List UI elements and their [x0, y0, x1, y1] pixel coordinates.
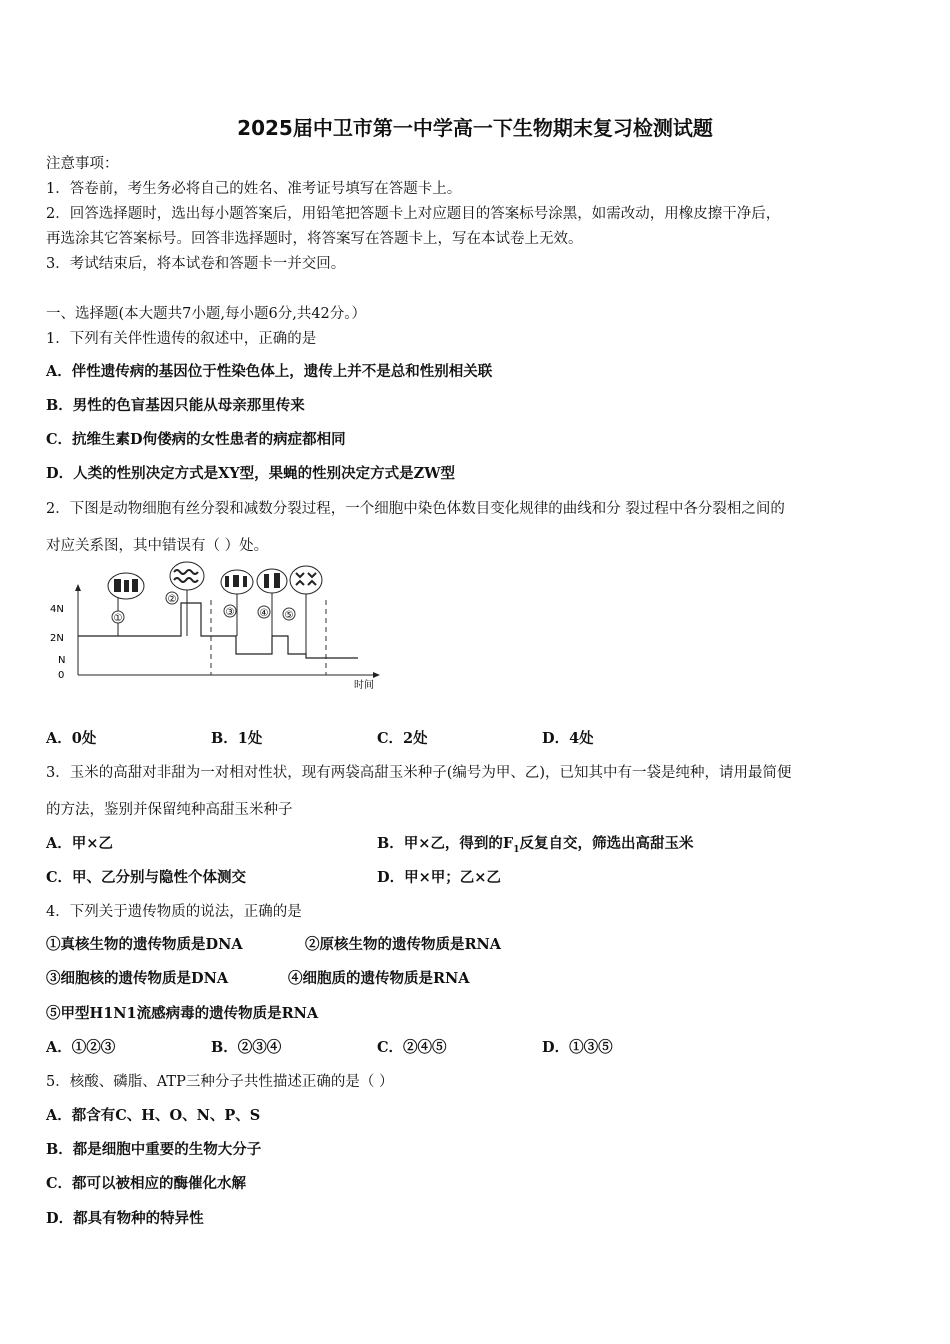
chromosome-curve-figure [46, 560, 396, 700]
q3-option-d: D．甲×甲；乙×乙 [377, 869, 501, 886]
q2-option-d: D．4处 [542, 730, 594, 747]
question-2-stem: 2．下图是动物细胞有丝分裂和减数分裂过程，一个细胞中染色体数目变化规律的曲线和分 裂过程中各分裂相之间的 [46, 501, 785, 517]
q4-statement: ⑤甲型H1N1流感病毒的遗传物质是RNA [46, 1005, 319, 1022]
notice-item: 再选涂其它答案标号。回答非选择题时，将答案写在答题卡上，写在本试卷上无效。 [46, 231, 583, 247]
question-3-stem: 3．玉米的高甜对非甜为一对相对性状，现有两袋高甜玉米种子(编号为甲、乙)，已知其中有一袋是纯种，请用最简便 [46, 765, 792, 781]
y-tick-2n: 2N [50, 633, 64, 644]
section-heading: 一、选择题(本大题共7小题,每小题6分,共42分。） [46, 306, 367, 322]
question-1-stem: 1．下列有关伴性遗传的叙述中，正确的是 [46, 331, 317, 347]
y-tick-4n: 4N [50, 604, 64, 615]
question-2-stem-cont: 对应关系图，其中错误有（ ）处。 [46, 538, 269, 554]
q3-option-c: C．甲、乙分别与隐性个体测交 [46, 869, 247, 886]
q5-option-d: D．都具有物种的特异性 [46, 1210, 204, 1227]
q4-option-c: C．②④⑤ [377, 1039, 447, 1056]
notice-item: 1．答卷前，考生务必将自己的姓名、准考证号填写在答题卡上。 [46, 181, 462, 197]
y-tick-0: 0 [58, 670, 65, 681]
q2-option-a: A．0处 [46, 730, 97, 747]
notice-item: 2．回答选择题时，选出每小题答案后，用铅笔把答题卡上对应题目的答案标号涂黑，如需改动，用橡皮擦干净后， [46, 206, 781, 222]
marker-1: ① [113, 613, 123, 624]
marker-4: ④ [259, 608, 269, 619]
x-axis-label: 时间 [354, 680, 374, 691]
q1-option-a: A．伴性遗传病的基因位于性染色体上，遗传上并不是总和性别相关联 [46, 363, 493, 380]
q4-option-d: D．①③⑤ [542, 1039, 613, 1056]
cell-5 [290, 566, 322, 594]
marker-5: ⑤ [284, 610, 294, 621]
notice-heading: 注意事项： [46, 156, 119, 172]
question-5-stem: 5．核酸、磷脂、ATP三种分子共性描述正确的是（ ） [46, 1074, 394, 1090]
q2-option-b: B．1处 [211, 730, 263, 747]
q1-option-c: C．抗维生素D佝偻病的女性患者的病症都相同 [46, 431, 346, 448]
q1-option-b: B．男性的色盲基因只能从母亲那里传来 [46, 397, 305, 414]
q4-statement: ②原核生物的遗传物质是RNA [305, 936, 502, 953]
marker-3: ③ [225, 607, 235, 618]
q5-option-b: B．都是细胞中重要的生物大分子 [46, 1141, 262, 1158]
q4-statement: ①真核生物的遗传物质是DNA [46, 936, 243, 953]
q4-option-b: B．②③④ [211, 1039, 282, 1056]
q5-option-a: A．都含有C、H、O、N、P、S [46, 1107, 261, 1124]
q1-option-d: D．人类的性别决定方式是XY型，果蝇的性别决定方式是ZW型 [46, 465, 456, 482]
q4-statement: ③细胞核的遗传物质是DNA [46, 970, 229, 987]
q3-option-a: A．甲×乙 [46, 835, 113, 852]
q4-option-a: A．①②③ [46, 1039, 116, 1056]
question-3-stem-cont: 的方法，鉴别并保留纯种高甜玉米种子 [46, 802, 293, 818]
cell-4 [257, 569, 287, 593]
y-tick-n: N [58, 655, 66, 666]
question-4-stem: 4．下列关于遗传物质的说法，正确的是 [46, 904, 302, 920]
q5-option-c: C．都可以被相应的酶催化水解 [46, 1175, 247, 1192]
q3-option-b: B．甲×乙，得到的$F_1$反复自交，筛选出高甜玉米 [377, 835, 694, 855]
notice-item: 3．考试结束后，将本试卷和答题卡一并交回。 [46, 256, 346, 272]
q2-option-c: C．2处 [377, 730, 428, 747]
page-title: 2025届中卫市第一中学高一下生物期末复习检测试题 [237, 116, 713, 140]
q4-statement: ④细胞质的遗传物质是RNA [288, 970, 470, 987]
cell-2 [170, 562, 204, 590]
marker-2: ② [167, 594, 177, 605]
